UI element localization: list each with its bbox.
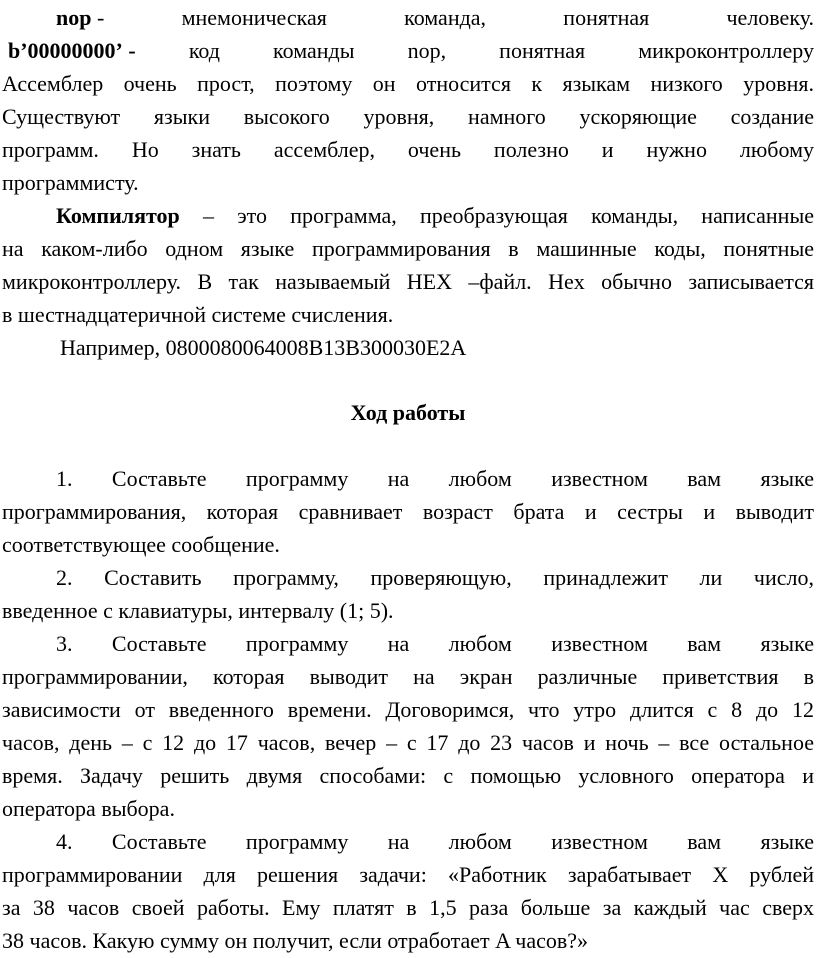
task-3-line-5: время. Задачу решить двумя способами: с помощью условного оператора и <box>2 763 814 788</box>
section-title: Ход работы <box>350 400 466 425</box>
nop-term: nop <box>56 5 92 30</box>
task-2-line-1: 2. Составить программу, проверяющую, принадлежит ли число, <box>56 565 814 590</box>
nop-word-4: человеку. <box>726 5 814 30</box>
task-3-line-3: зависимости от введенного времени. Договоримся, что утро длится с 8 до 12 <box>2 697 814 722</box>
compiler-line-2: на каком-либо одном языке программирования в машинные коды, понятные <box>2 236 814 261</box>
task-4-line-3: за 38 часов своей работы. Ему платят в 1,5 раза больше за каждый час сверх <box>2 895 814 920</box>
nop-word-1: мнемоническая <box>181 5 327 30</box>
code-word-2: команды <box>273 38 355 63</box>
task-3-line-1: 3. Составьте программу на любом известном вам языке <box>56 631 814 656</box>
compiler-line-3: микроконтроллеру. В так называемый HEX –файл. Hex обычно записывается <box>2 269 814 294</box>
nop-word-3: понятная <box>563 5 650 30</box>
code-term: b’00000000’ <box>8 38 123 63</box>
task-2-line-2: введенное с клавиатуры, интервалу (1; 5). <box>2 598 394 623</box>
compiler-line-1 <box>56 199 814 232</box>
code-word-1: код <box>188 38 220 63</box>
code-word-5: микроконтроллеру <box>638 38 814 63</box>
asm-line-2: Существуют языки высокого уровня, намного ускоряющие создание <box>2 104 814 129</box>
compiler-line-1-rest: – это программа, преобразующая команды, написанные <box>179 203 814 228</box>
nop-dash: - <box>96 5 105 30</box>
nop-definition-line <box>56 1 814 34</box>
code-definition-line <box>8 34 814 67</box>
nop-term-group <box>56 1 104 34</box>
task-4-line-2: программировании для решения задачи: «Работник зарабатывает X рублей <box>2 862 814 887</box>
task-3-line-6: оператора выбора. <box>2 796 175 821</box>
asm-line-4: программисту. <box>2 170 139 195</box>
task-4-line-1: 4. Составьте программу на любом известном вам языке <box>56 829 814 854</box>
compiler-line-4: в шестнадцатеричной системе счисления. <box>2 302 394 327</box>
asm-line-3: программ. Но знать ассемблер, очень полезно и нужно любому <box>2 137 814 162</box>
task-1-line-1: 1. Составьте программу на любом известном вам языке <box>56 466 814 491</box>
compiler-term: Компилятор <box>56 203 180 228</box>
code-term-group <box>8 34 136 67</box>
task-4-line-4: 38 часов. Какую сумму он получит, если отработает A часов?» <box>2 928 589 953</box>
code-dash: - <box>128 38 136 63</box>
code-word-4: понятная <box>499 38 586 63</box>
nop-word-2: команда, <box>404 5 487 30</box>
task-3-line-2: программировании, которая выводит на экран различные приветствия в <box>2 664 814 689</box>
task-1-line-3: соответствующее сообщение. <box>2 532 280 557</box>
task-1-line-2: программирования, которая сравнивает возраст брата и сестры и выводит <box>2 499 814 524</box>
asm-line-1: Ассемблер очень прост, поэтому он относится к языкам низкого уровня. <box>2 71 814 96</box>
compiler-example: Например, 0800080064008B13B300030E2A <box>60 335 467 360</box>
task-3-line-4: часов, день – с 12 до 17 часов, вечер – с 17 до 23 часов и ночь – все остальное <box>2 730 814 755</box>
code-word-3: nop, <box>407 38 447 63</box>
